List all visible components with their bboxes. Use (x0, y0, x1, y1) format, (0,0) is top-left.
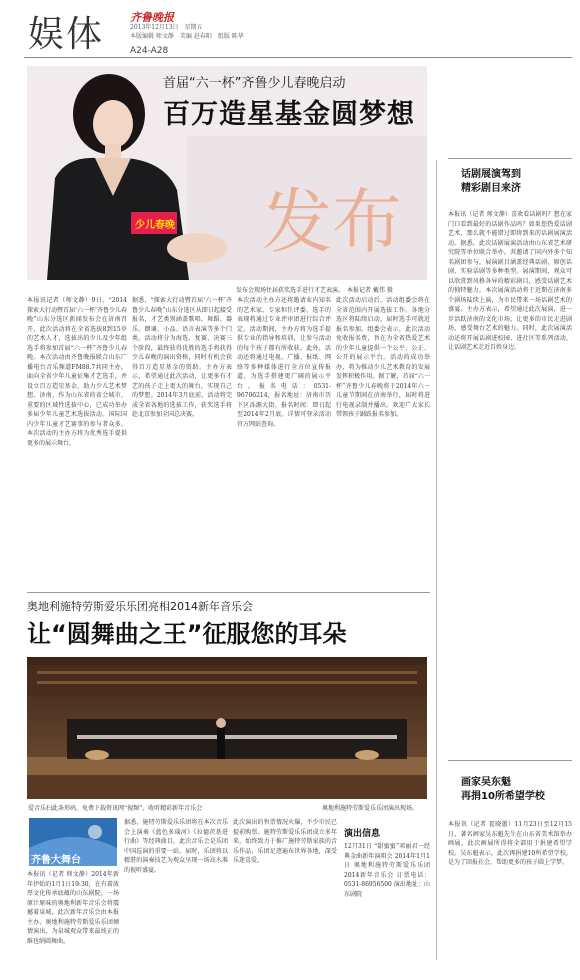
sidebar-rule-mid (448, 760, 572, 761)
section-header (24, 6, 572, 58)
stage-badge-label: 齐鲁大舞台 (31, 855, 81, 866)
lead-column-3: 本次活动主办方还将邀请业内知名的艺术家、专家担任评委，选手的表现将通过专业评审团进行综合评定。活动期间，主办方将为选手提供专业的指导和培训，让参与活动的每个孩子都有所收获。此外，活动还将通过电视、广播、报纸、网络等多种媒体进行全方位宣传报道，为选手搭建更广阔的展示平台。报名电话：0531-96706214，报名地址：济南市历下区泺源大街、报名时间：即日起至2014年2月底。详情可登录活动官方网站查询。 (237, 297, 331, 428)
show-info-body: 12月31日 “甜蜜蜜”邓丽君一经典金曲新年演唱会 2014年1月1日 奥地利施特劳斯爱乐乐团2014新年音乐会 订票电话：0531-86956500 演出地址：山东剧院 (344, 843, 430, 898)
painter-body: 本报讯（记者 霍晓蕙）11月23日至12月15日，著名画家吴东魁先生在山东省美术馆举办画展，此次画展所得将全部用于捐建希望学校。吴东魁表示，此次再捐建10所希望学校，是为了回报社会，帮助更多的孩子圆上学梦。 (448, 821, 572, 866)
orchestra-rule (27, 592, 430, 593)
edition-editors: 本版编辑 师文静 美编 赵春阳 组版 陈华 (130, 33, 244, 40)
lead-headline: 百万造星基金圆梦想 (163, 99, 415, 130)
edition-date: 2013年12月13日 星期五 (130, 24, 203, 31)
section-title: 娱体 (28, 14, 105, 55)
sidebar-rule-top (448, 158, 572, 159)
orchestra-kicker: 奥地利施特劳斯爱乐乐团亮相2014新年音乐会 (27, 600, 253, 613)
mic-card-text: 少儿春晚 (135, 220, 175, 231)
orchestra-photo (27, 657, 427, 799)
drama-headline-line1: 话剧展演驾到 (461, 169, 521, 180)
lead-photo-caption: 发布会现场往届获奖选手进行才艺表演。 本报记者 戴伟 摄 (236, 287, 393, 294)
orchestra-column-2: 据悉，施特劳斯爱乐乐团将在本次音乐会上演奏《蓝色多瑙河》《拉德茨基进行曲》等经典曲目。此次音乐会是乐团中国巡演的重要一站，届时，乐团将以精湛的演奏技艺为观众呈现一场高水准的视听盛宴。 (124, 819, 228, 874)
orchestra-caption-right: 奥地利施特劳斯爱乐乐团演出现场。 (322, 805, 419, 812)
edition-meta (130, 23, 244, 41)
orchestra-column-3: 此次演出的售票情况火爆，不少市民已提前购票。施特劳斯爱乐乐团成立多年来，始终致力于推广施特劳斯家族的音乐作品，乐团足迹遍布世界各地，深受乐迷喜爱。 (233, 819, 337, 864)
sidebar-divider (436, 160, 437, 960)
newspaper-logo: 齐鲁晚报 (130, 11, 174, 24)
painter-headline (461, 776, 545, 804)
painter-headline-line1: 画家吴东魁 (461, 777, 511, 788)
lead-column-4: 此次活动启动后，活动组委会将在全省范围内开展选拔工作。各地分选区将陆续启动，届时选手可就近报名参加。组委会表示，此次活动免收报名费，旨在为全省热爱艺术的少年儿童提供一个公平、公正、公开的展示平台。活动的成功举办，将为推动少儿艺术教育的发展发挥积极作用。据了解，首届“六一杯”齐鲁少儿春晚将于2014年六一儿童节期间在济南举行，届时将进行电视录制并播出。欢迎广大家长带领孩子踊跃报名参加。 (336, 297, 430, 418)
drama-body: 本报讯（记者 师文静）喜欢看话剧吗？想在家门口看到最好的话剧作品吗？如果您热爱话剧艺术，那么就不能错过即将到来的话剧展演活动。据悉，此次话剧展演活动由山东省艺术研究院等单位联合举办，共邀请了国内外多个知名剧团参与，展演剧目涵盖经典话剧、原创话剧、实验话剧等多种类型。展演期间，观众可以欣赏到风格各异的精彩剧目，感受话剧艺术的独特魅力。本次展演活动将于近期在济南多个剧场陆续上演，为市民带来一场话剧艺术的盛宴。主办方表示，希望通过此次展演，进一步活跃济南的文化市场，让更多的市民走进剧场，感受舞台艺术的魅力。同时，此次展演活动还将开展话剧进校园、进社区等系列活动，让话剧艺术走近百姓身边。 (448, 211, 572, 351)
orchestra-photo-illustration (27, 657, 427, 799)
backdrop-sign-text: 发布 (262, 181, 402, 263)
page-range: A24-A28 (130, 46, 169, 56)
lead-column-1: 本报讯记者（师文静）9日，“2014探索大行动暨首届‘六一杯’齐鲁少儿春晚”山东分选区新闻发布会在济南召开，此次活动将在全省选拔8到15岁的艺术人才，选拔出的少儿及少年组选手将参加首届“六一杯”齐鲁少儿春晚。本次活动由齐鲁晚报联合山东广播电台音乐频道FM88.7共同主办，面向全省少年儿童征集才艺选手，并设立百万造星基金，助力少儿艺术梦想。济南、作为山东省的省会城市，重要的区域性选拔中心，已成功举办多届少年儿童艺术选拔活动。国际国内少年儿童才艺赛事的参与者众多，本次活动的主办方将为优秀选手提供更多的展示舞台。 (27, 297, 127, 447)
orchestra-headline: 让“圆舞曲之王”征服您的耳朵 (27, 620, 347, 648)
painter-headline-line2: 再捐10所希望学校 (461, 791, 545, 802)
orchestra-column-1: 本报讯（记者 师文静）2014年新年伊始的1月1日19:30，在有着浓厚文化传承底蕴的山东剧院，一场原汁原味的奥地利新年音乐会将震撼着泉城。此次新年音乐会由本报主办、奥地利施特劳斯爱乐乐团倾情演出，为泉城观众带来最纯正的维也纳圆舞曲。 (27, 871, 119, 945)
lead-column-2: 据悉，“探索大行动暨首届‘六一杯’齐鲁少儿春晚”山东分选区从即日起接受报名，才艺类别涵盖歌唱、舞蹈、器乐、朗诵、小品、语言表演等多个门类。活动将分为海选、复赛、决赛三个阶段，最终获得优胜的选手将获得少儿春晚的演出资格，同时有机会获得百万造星基金的资助。主办方表示，希望通过此次活动，让更多有才艺的孩子走上更大的舞台，实现自己的梦想。2014年3月底前，活动将完成全省各地的选拔工作，获奖选手将赴北京参加全国总决赛。 (132, 297, 232, 418)
drama-headline-line2: 精彩剧目来济 (461, 183, 521, 194)
show-info-heading: 演出信息 (344, 829, 381, 839)
drama-headline (461, 168, 521, 196)
lead-kicker: 首届“六一杯”齐鲁少儿春晚启动 (163, 76, 346, 91)
orchestra-caption-left: 爱音乐扫此条形码，免费下载资讯网“视频”，收听精彩新年音乐会 (28, 805, 203, 812)
